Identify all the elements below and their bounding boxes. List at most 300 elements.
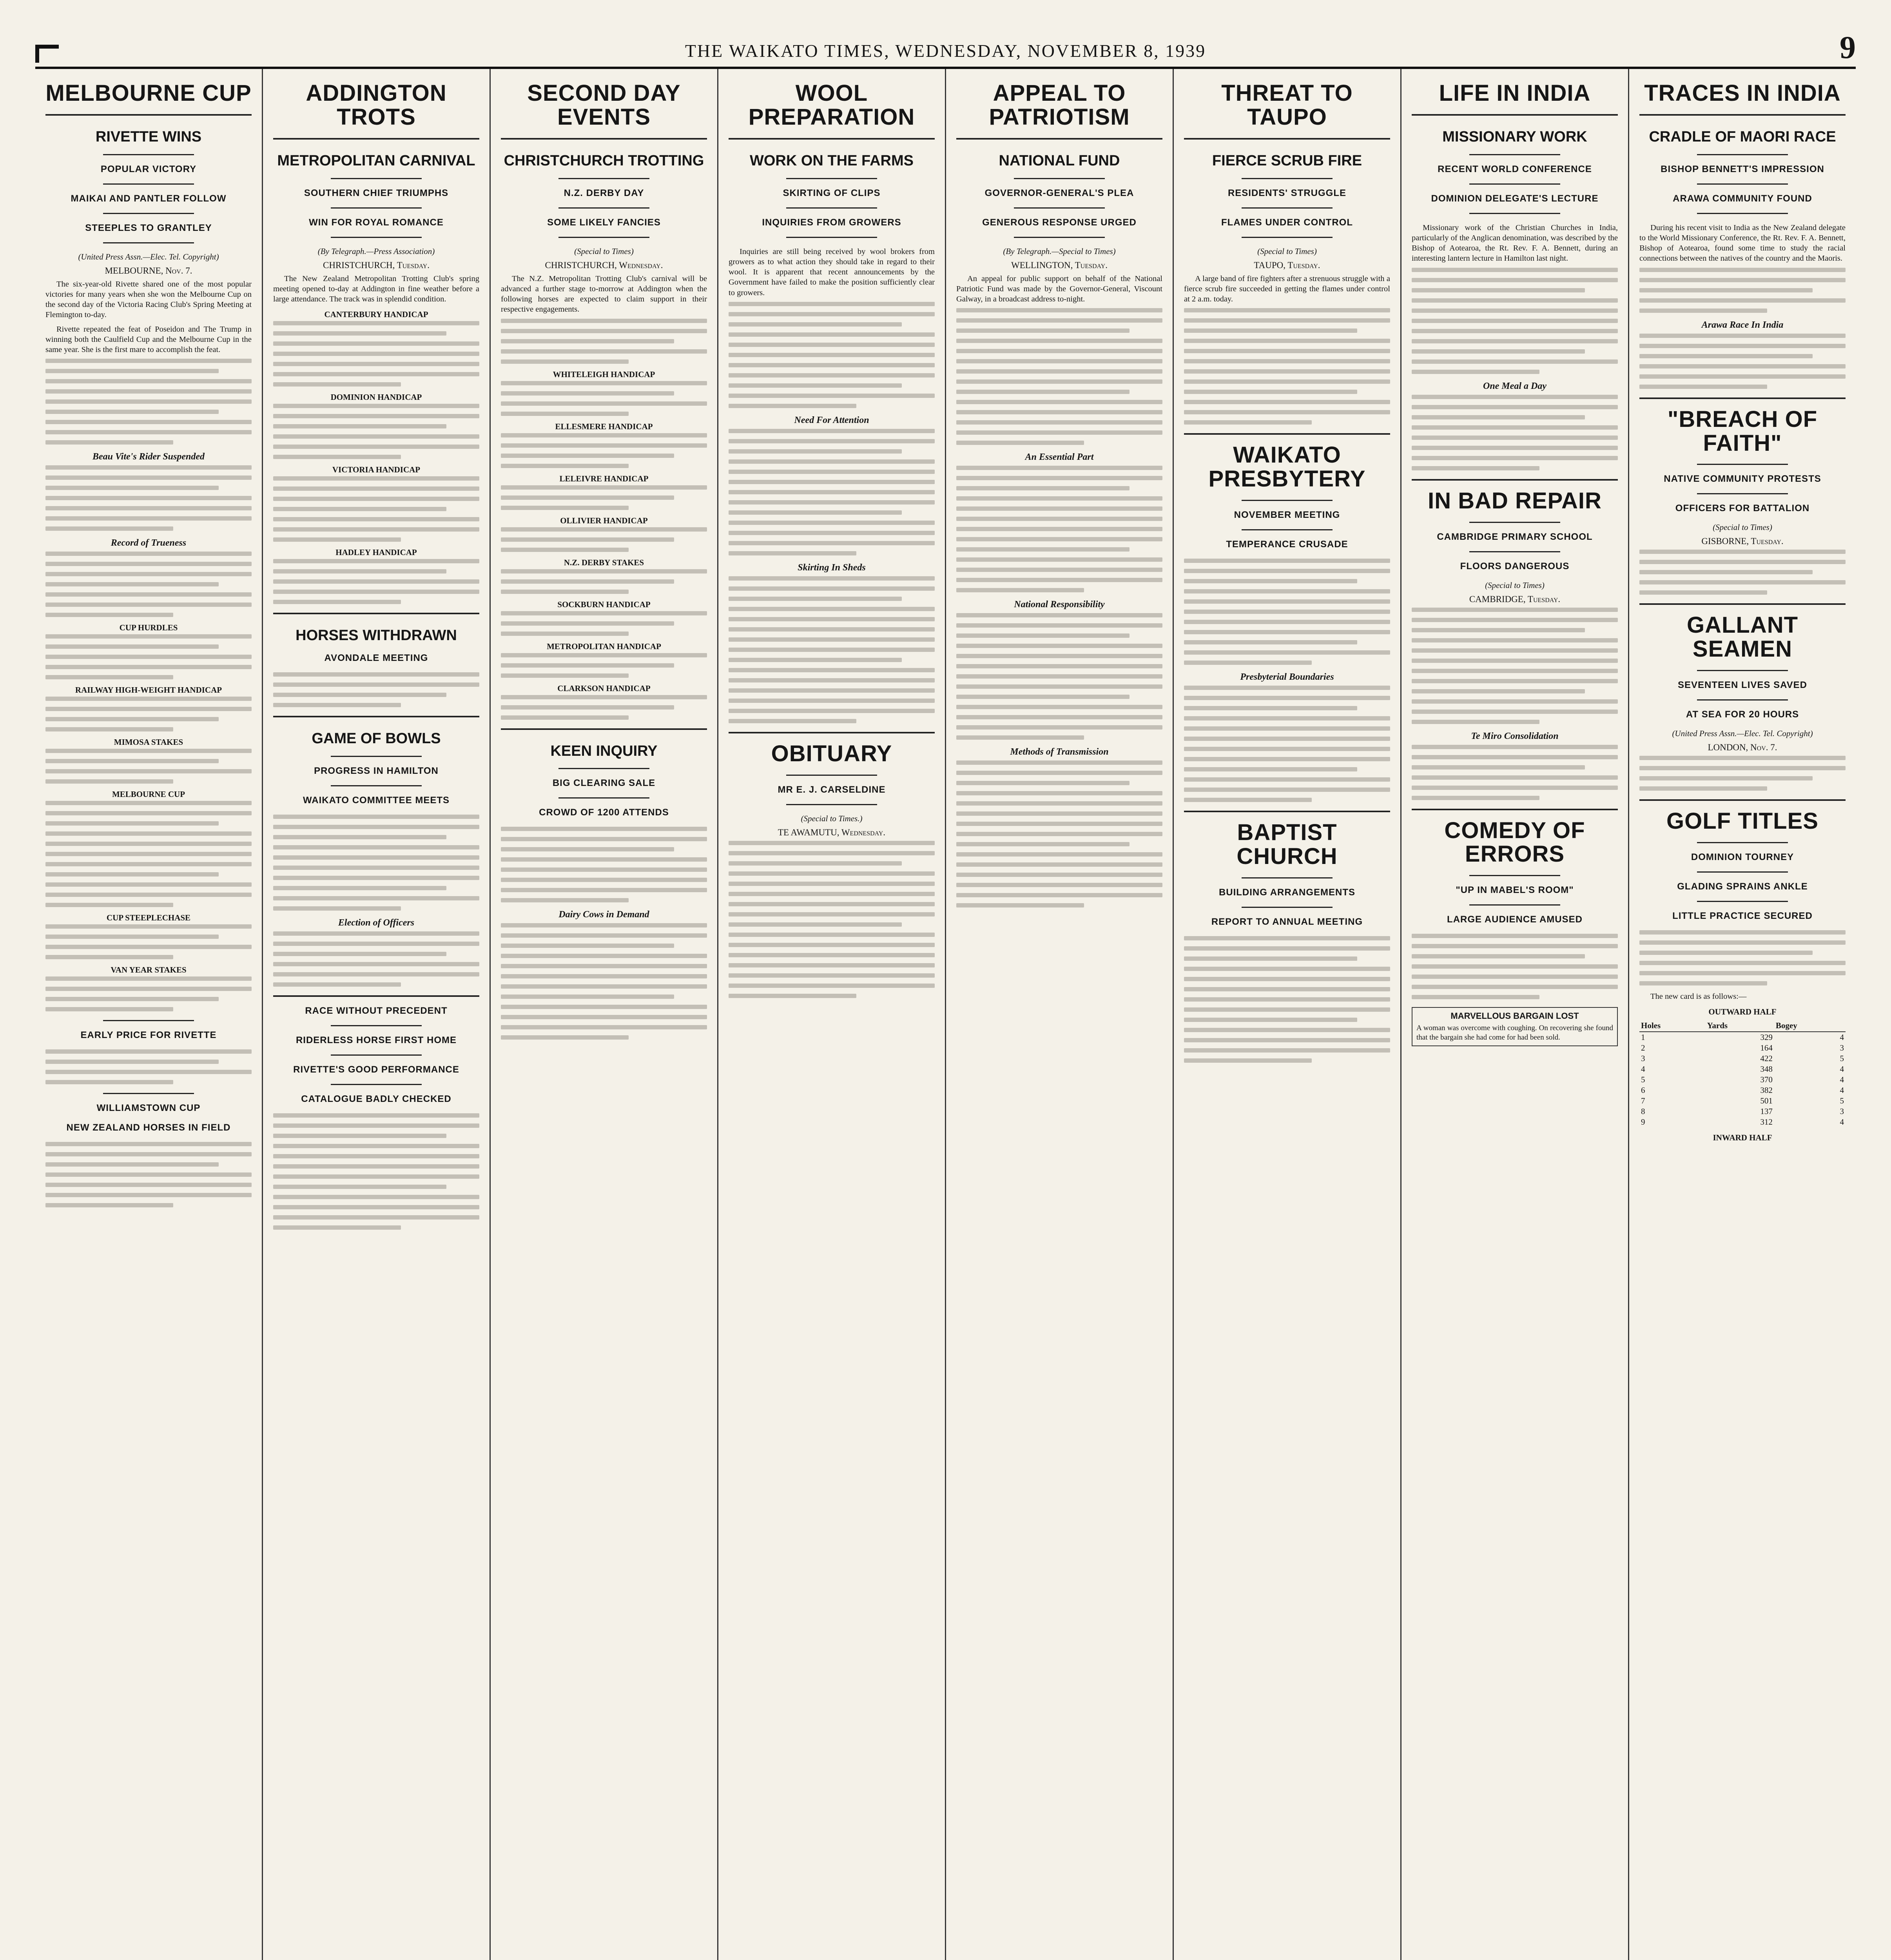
deck: REPORT TO ANNUAL MEETING bbox=[1211, 916, 1363, 927]
text-filler bbox=[273, 1113, 479, 1230]
deck: ARAWA COMMUNITY FOUND bbox=[1673, 193, 1812, 204]
headline: THREAT TO TAUPO bbox=[1221, 80, 1353, 130]
divider bbox=[1469, 551, 1560, 552]
sidehead: Arawa Race In India bbox=[1701, 319, 1784, 330]
subheadline: FIERCE SCRUB FIRE bbox=[1212, 152, 1362, 169]
text-filler bbox=[956, 466, 1162, 592]
article-paragraph: During his recent visit to India as the New Zealand delegate to the World Missionary Conference, the Rt. Rev. F. A. Bennett, Bishop of Aotearoa, found some time to study the racial connections between the natives of the country and the Maoris. bbox=[1639, 223, 1846, 263]
text-filler bbox=[1184, 686, 1390, 802]
text-filler bbox=[45, 359, 252, 445]
deck: NOVEMBER MEETING bbox=[1234, 510, 1340, 521]
credit-line: (Special to Times) bbox=[1257, 246, 1317, 256]
dateline: GISBORNE, Tuesday. bbox=[1701, 536, 1784, 546]
race-heading: VICTORIA HANDICAP bbox=[332, 465, 421, 475]
divider bbox=[1242, 178, 1332, 179]
subheadline: KEEN INQUIRY bbox=[550, 742, 658, 759]
deck: BUILDING ARRANGEMENTS bbox=[1218, 887, 1356, 898]
divider bbox=[1014, 207, 1104, 209]
sidehead: National Responsibility bbox=[1014, 599, 1105, 610]
deck: N.Z. DERBY DAY bbox=[564, 187, 644, 198]
advertisement-notice bbox=[1412, 1007, 1618, 1046]
divider bbox=[1242, 237, 1332, 238]
text-filler bbox=[273, 404, 479, 459]
race-heading: DOMINION HANDICAP bbox=[330, 392, 422, 402]
race-heading: OLLIVIER HANDICAP bbox=[560, 515, 648, 525]
divider bbox=[1242, 907, 1332, 908]
divider bbox=[1184, 433, 1390, 435]
deck: EARLY PRICE FOR RIVETTE bbox=[80, 1030, 217, 1041]
divider bbox=[786, 775, 877, 776]
deck: FLOORS DANGEROUS bbox=[1460, 561, 1570, 572]
score-card-body bbox=[1639, 1032, 1846, 1127]
text-filler bbox=[1184, 308, 1390, 425]
column-addington-trots bbox=[263, 69, 491, 1960]
card-heading: OUTWARD HALF bbox=[1708, 1007, 1777, 1017]
text-filler bbox=[45, 465, 252, 531]
table-cell: 3 bbox=[1840, 1107, 1844, 1116]
deck: SEVENTEEN LIVES SAVED bbox=[1678, 680, 1807, 691]
table-cell: 6 bbox=[1641, 1085, 1645, 1095]
text-filler bbox=[501, 381, 707, 416]
divider bbox=[273, 995, 479, 997]
race-heading: ELLESMERE HANDICAP bbox=[555, 421, 653, 431]
table-cell: 348 bbox=[1760, 1064, 1773, 1074]
text-filler bbox=[1412, 395, 1618, 470]
headline: COMEDY OF ERRORS bbox=[1444, 817, 1585, 867]
deck: AT SEA FOR 20 HOURS bbox=[1686, 709, 1799, 720]
deck: RIDERLESS HORSE FIRST HOME bbox=[296, 1034, 457, 1045]
subheadline: METROPOLITAN CARNIVAL bbox=[277, 152, 475, 169]
divider bbox=[729, 138, 935, 140]
deck: SOME LIKELY FANCIES bbox=[547, 217, 661, 228]
headline: BAPTIST CHURCH bbox=[1236, 820, 1338, 869]
divider bbox=[331, 237, 421, 238]
table-cell: 137 bbox=[1760, 1107, 1773, 1116]
credit-line: (Special to Times) bbox=[1713, 523, 1772, 532]
masthead bbox=[35, 16, 1856, 69]
deck: WAIKATO COMMITTEE MEETS bbox=[303, 795, 450, 806]
table-row bbox=[1639, 1043, 1846, 1053]
table-cell: 5 bbox=[1840, 1096, 1844, 1106]
column-wool-preparation bbox=[718, 69, 946, 1960]
divider bbox=[1639, 397, 1846, 399]
divider bbox=[1697, 670, 1788, 671]
deck: POPULAR VICTORY bbox=[100, 163, 197, 174]
deck: AVONDALE MEETING bbox=[324, 653, 428, 664]
sidehead: Te Miro Consolidation bbox=[1471, 731, 1559, 741]
text-filler bbox=[729, 576, 935, 723]
divider bbox=[1242, 207, 1332, 209]
table-cell: 4 bbox=[1840, 1033, 1844, 1042]
text-filler bbox=[1412, 608, 1618, 724]
race-heading: HADLEY HANDICAP bbox=[335, 548, 417, 557]
text-filler bbox=[956, 308, 1162, 445]
sidehead: One Meal a Day bbox=[1483, 381, 1547, 391]
text-filler bbox=[1184, 559, 1390, 665]
divider bbox=[1469, 875, 1560, 876]
divider bbox=[103, 213, 194, 214]
table-row bbox=[1639, 1096, 1846, 1106]
notice-text: A woman was overcome with coughing. On recovering she found that the bargain she had come for had been sold. bbox=[1416, 1024, 1613, 1042]
divider bbox=[1469, 154, 1560, 155]
deck: CROWD OF 1200 ATTENDS bbox=[539, 807, 669, 818]
divider bbox=[786, 237, 877, 238]
headline: OBITUARY bbox=[771, 740, 892, 766]
race-heading: MELBOURNE CUP bbox=[112, 789, 185, 799]
divider bbox=[1639, 603, 1846, 605]
text-filler bbox=[956, 613, 1162, 740]
deck: DOMINION DELEGATE'S LECTURE bbox=[1431, 193, 1599, 204]
table-cell: 3 bbox=[1840, 1043, 1844, 1053]
divider bbox=[1412, 479, 1618, 481]
divider bbox=[103, 1020, 194, 1021]
table-row bbox=[1639, 1074, 1846, 1085]
dateline: CHRISTCHURCH, Wednesday. bbox=[545, 260, 663, 270]
text-filler bbox=[729, 429, 935, 555]
text-filler bbox=[273, 476, 479, 542]
paper-title: THE WAIKATO TIMES, WEDNESDAY, NOVEMBER 8, 1939 bbox=[685, 41, 1206, 61]
table-cell: 2 bbox=[1641, 1043, 1645, 1053]
divider bbox=[331, 178, 421, 179]
text-filler bbox=[273, 672, 479, 707]
headline: WOOL PREPARATION bbox=[748, 80, 915, 130]
headline: GALLANT SEAMEN bbox=[1686, 612, 1799, 662]
credit-line: (By Telegraph.—Press Association) bbox=[317, 246, 435, 256]
race-heading: SOCKBURN HANDICAP bbox=[557, 599, 651, 609]
dateline: TAUPO, Tuesday. bbox=[1254, 260, 1320, 270]
sidehead: Record of Trueness bbox=[111, 538, 187, 548]
deck: LITTLE PRACTICE SECURED bbox=[1672, 911, 1813, 922]
deck: INQUIRIES FROM GROWERS bbox=[762, 217, 901, 228]
divider bbox=[1242, 529, 1332, 530]
text-filler bbox=[956, 760, 1162, 907]
divider bbox=[729, 732, 935, 733]
text-filler bbox=[1412, 745, 1618, 800]
table-cell: 382 bbox=[1760, 1085, 1773, 1095]
table-cell: 501 bbox=[1760, 1096, 1773, 1106]
credit-line: (Special to Times) bbox=[1485, 580, 1545, 590]
text-filler bbox=[1412, 934, 1618, 999]
divider bbox=[1412, 809, 1618, 810]
table-cell: 8 bbox=[1641, 1107, 1645, 1116]
race-heading: CUP HURDLES bbox=[119, 623, 178, 633]
headline: APPEAL TO PATRIOTISM bbox=[989, 80, 1130, 130]
deck: SKIRTING OF CLIPS bbox=[783, 187, 881, 198]
sidehead: An Essential Part bbox=[1025, 452, 1094, 463]
text-filler bbox=[45, 697, 252, 731]
column-header: Holes bbox=[1639, 1020, 1706, 1032]
corner-mark bbox=[35, 43, 114, 67]
divider bbox=[558, 237, 649, 238]
divider bbox=[331, 1025, 421, 1026]
text-filler bbox=[501, 827, 707, 902]
deck: GOVERNOR-GENERAL'S PLEA bbox=[984, 187, 1134, 198]
article-paragraph: An appeal for public support on behalf of the National Patriotic Fund was made by the Governor-General, Viscount Galway, in a broadcast address to-night. bbox=[956, 274, 1162, 304]
article-paragraph: Inquiries are still being received by wool brokers from growers as to what action they should take in regard to their wool. It is apparent that recent announcements by the Government have failed to make the position sufficiently clear to growers. bbox=[729, 247, 935, 297]
divider bbox=[331, 1084, 421, 1085]
race-heading: N.Z. DERBY STAKES bbox=[564, 557, 644, 567]
table-cell: 164 bbox=[1760, 1043, 1773, 1053]
divider bbox=[786, 804, 877, 805]
text-filler bbox=[1639, 334, 1846, 389]
divider bbox=[1469, 213, 1560, 214]
deck: SOUTHERN CHIEF TRIUMPHS bbox=[304, 187, 449, 198]
column-melbourne-cup bbox=[35, 69, 263, 1960]
divider bbox=[1469, 522, 1560, 523]
divider bbox=[273, 613, 479, 614]
table-cell: 3 bbox=[1641, 1054, 1645, 1063]
divider bbox=[786, 178, 877, 179]
table-row bbox=[1639, 1085, 1846, 1096]
divider bbox=[558, 797, 649, 799]
column-appeal-to-patriotism bbox=[946, 69, 1174, 1960]
race-heading: VAN YEAR STAKES bbox=[111, 965, 187, 975]
text-filler bbox=[1639, 550, 1846, 595]
deck: OFFICERS FOR BATTALION bbox=[1675, 503, 1810, 514]
card-intro: The new card is as follows:— bbox=[1650, 992, 1747, 1001]
deck: RIVETTE'S GOOD PERFORMANCE bbox=[293, 1064, 459, 1075]
deck: RECENT WORLD CONFERENCE bbox=[1438, 163, 1592, 174]
divider bbox=[1014, 237, 1104, 238]
text-filler bbox=[45, 801, 252, 907]
table-cell: 4 bbox=[1840, 1075, 1844, 1085]
sidehead: Presbyterial Boundaries bbox=[1240, 672, 1334, 682]
table-cell: 7 bbox=[1641, 1096, 1645, 1106]
race-heading: WHITELEIGH HANDICAP bbox=[553, 369, 655, 379]
divider bbox=[501, 728, 707, 730]
column-header: Bogey bbox=[1774, 1020, 1846, 1032]
table-cell: 1 bbox=[1641, 1033, 1645, 1042]
headline: ADDINGTON TROTS bbox=[306, 80, 447, 130]
race-heading: CANTERBURY HANDICAP bbox=[324, 310, 428, 319]
text-filler bbox=[501, 695, 707, 720]
deck: CAMBRIDGE PRIMARY SCHOOL bbox=[1437, 531, 1593, 542]
deck: FLAMES UNDER CONTROL bbox=[1221, 217, 1353, 228]
text-filler bbox=[273, 321, 479, 387]
deck: NATIVE COMMUNITY PROTESTS bbox=[1664, 474, 1821, 485]
text-filler bbox=[45, 1049, 252, 1084]
text-filler bbox=[729, 841, 935, 998]
table-cell: 329 bbox=[1760, 1033, 1773, 1042]
divider bbox=[1412, 114, 1618, 116]
deck: BIG CLEARING SALE bbox=[552, 778, 656, 789]
divider bbox=[558, 207, 649, 209]
column-header: Yards bbox=[1706, 1020, 1774, 1032]
deck: PROGRESS IN HAMILTON bbox=[314, 765, 439, 776]
deck: TEMPERANCE CRUSADE bbox=[1226, 539, 1348, 550]
article-paragraph: The six-year-old Rivette shared one of the most popular victories for many years when she won the Melbourne Cup on the second day of the Victoria Racing Club's Spring Meeting at Flemington to-day. bbox=[45, 279, 252, 319]
subheadline: CRADLE OF MAORI RACE bbox=[1649, 128, 1836, 145]
headline: "BREACH OF FAITH" bbox=[1667, 406, 1818, 456]
divider bbox=[956, 138, 1162, 140]
text-filler bbox=[45, 552, 252, 617]
dateline: TE AWAMUTU, Wednesday. bbox=[778, 827, 886, 837]
table-cell: 4 bbox=[1840, 1117, 1844, 1127]
text-filler bbox=[45, 1142, 252, 1207]
article-paragraph: The N.Z. Metropolitan Trotting Club's carnival will be advanced a further stage to-morrow at Addington when the following horses are expected to claim support in their respective engagements. bbox=[501, 274, 707, 314]
text-filler bbox=[1639, 930, 1846, 985]
dateline: MELBOURNE, Nov. 7. bbox=[105, 265, 192, 276]
column-second-day-events bbox=[491, 69, 718, 1960]
deck: NEW ZEALAND HORSES IN FIELD bbox=[66, 1122, 231, 1133]
deck: MR E. J. CARSELDINE bbox=[778, 784, 886, 795]
divider bbox=[1469, 904, 1560, 906]
dateline: CHRISTCHURCH, Tuesday. bbox=[323, 260, 430, 270]
divider bbox=[1697, 901, 1788, 902]
table-cell: 370 bbox=[1760, 1075, 1773, 1085]
divider bbox=[558, 178, 649, 179]
table-cell: 4 bbox=[1641, 1064, 1645, 1074]
divider bbox=[1697, 842, 1788, 843]
race-heading: MIMOSA STAKES bbox=[114, 737, 183, 747]
divider bbox=[273, 716, 479, 717]
deck: STEEPLES TO GRANTLEY bbox=[85, 222, 212, 233]
headline: LIFE IN INDIA bbox=[1439, 80, 1591, 106]
divider bbox=[331, 756, 421, 757]
headline: IN BAD REPAIR bbox=[1428, 488, 1602, 514]
subheadline: CHRISTCHURCH TROTTING bbox=[504, 152, 704, 169]
column-traces-in-india bbox=[1629, 69, 1856, 1960]
divider bbox=[103, 1093, 194, 1094]
table-cell: 422 bbox=[1760, 1054, 1773, 1063]
divider bbox=[558, 768, 649, 769]
text-filler bbox=[1412, 268, 1618, 374]
race-heading: CUP STEEPLECHASE bbox=[106, 913, 191, 923]
text-filler bbox=[45, 634, 252, 679]
divider bbox=[1014, 178, 1104, 179]
text-filler bbox=[501, 433, 707, 468]
text-filler bbox=[273, 815, 479, 911]
race-heading: RAILWAY HIGH-WEIGHT HANDICAP bbox=[75, 685, 222, 695]
deck: DOMINION TOURNEY bbox=[1691, 852, 1794, 863]
credit-line: (Special to Times) bbox=[574, 246, 634, 256]
text-filler bbox=[501, 569, 707, 594]
article-paragraph: Missionary work of the Christian Churches in India, particularly of the Anglican denomination, was described by the Bishop of Aotearoa, the Rt. Rev. F. A. Bennett, during an interesting lantern lecture in Hamilton last night. bbox=[1412, 223, 1618, 263]
divider bbox=[1697, 699, 1788, 701]
text-filler bbox=[501, 319, 707, 364]
article-paragraph: A large band of fire fighters after a strenuous struggle with a fierce scrub fire succeeded in getting the flames under control at 2 a.m. today. bbox=[1184, 274, 1390, 304]
table-row bbox=[1639, 1106, 1846, 1117]
divider bbox=[1697, 154, 1788, 155]
deck: GENEROUS RESPONSE URGED bbox=[982, 217, 1137, 228]
divider bbox=[1697, 183, 1788, 185]
text-filler bbox=[1639, 756, 1846, 791]
columns bbox=[35, 69, 1856, 1960]
divider bbox=[103, 242, 194, 243]
subheadline: MISSIONARY WORK bbox=[1442, 128, 1587, 145]
divider bbox=[1469, 183, 1560, 185]
divider bbox=[1242, 500, 1332, 501]
card-heading: INWARD HALF bbox=[1713, 1133, 1772, 1143]
dateline: LONDON, Nov. 7. bbox=[1708, 742, 1777, 753]
divider bbox=[273, 138, 479, 140]
subheadline: HORSES WITHDRAWN bbox=[296, 627, 457, 644]
deck: "UP IN MABEL'S ROOM" bbox=[1456, 885, 1574, 896]
subheadline: NATIONAL FUND bbox=[999, 152, 1120, 169]
deck: MAIKAI AND PANTLER FOLLOW bbox=[71, 193, 227, 204]
table-row bbox=[1639, 1032, 1846, 1043]
headline: TRACES IN INDIA bbox=[1644, 80, 1841, 106]
table-cell: 4 bbox=[1840, 1085, 1844, 1095]
table-row bbox=[1639, 1117, 1846, 1127]
subheadline: WORK ON THE FARMS bbox=[750, 152, 914, 169]
divider bbox=[1697, 871, 1788, 873]
deck: LARGE AUDIENCE AMUSED bbox=[1447, 914, 1583, 925]
race-heading: METROPOLITAN HANDICAP bbox=[547, 641, 661, 651]
credit-line: (By Telegraph.—Special to Times) bbox=[1003, 246, 1116, 256]
race-heading: LELEIVRE HANDICAP bbox=[559, 474, 649, 483]
table-cell: 4 bbox=[1840, 1064, 1844, 1074]
divider bbox=[103, 154, 194, 155]
table-cell: 5 bbox=[1641, 1075, 1645, 1085]
sidehead: Dairy Cows in Demand bbox=[558, 909, 649, 920]
text-filler bbox=[45, 976, 252, 1011]
article-paragraph: Rivette repeated the feat of Poseidon and The Trump in winning both the Caulfield Cup and the Melbourne Cup in the same year. She is the first mare to accomplish the feat. bbox=[45, 325, 252, 354]
divider bbox=[331, 785, 421, 786]
headline: GOLF TITLES bbox=[1666, 808, 1818, 834]
text-filler bbox=[1639, 268, 1846, 313]
dateline: CAMBRIDGE, Tuesday. bbox=[1469, 594, 1561, 604]
deck: RESIDENTS' STRUGGLE bbox=[1227, 187, 1347, 198]
divider bbox=[1697, 213, 1788, 214]
article-paragraph: The New Zealand Metropolitan Trotting Club's spring meeting opened to-day at Addington in fine weather before a large attendance. The track was in splendid condition. bbox=[273, 274, 479, 304]
column-life-in-india bbox=[1401, 69, 1629, 1960]
deck: BISHOP BENNETT'S IMPRESSION bbox=[1661, 163, 1824, 174]
divider bbox=[331, 207, 421, 209]
divider bbox=[1639, 114, 1846, 116]
deck: WIN FOR ROYAL ROMANCE bbox=[309, 217, 444, 228]
divider bbox=[103, 183, 194, 185]
table-row bbox=[1639, 1064, 1846, 1074]
text-filler bbox=[45, 924, 252, 959]
deck: GLADING SPRAINS ANKLE bbox=[1677, 881, 1808, 892]
divider bbox=[1697, 493, 1788, 494]
text-filler bbox=[45, 749, 252, 784]
credit-line: (Special to Times.) bbox=[801, 813, 863, 823]
divider bbox=[1184, 138, 1390, 140]
text-filler bbox=[501, 653, 707, 678]
page-number: 9 bbox=[1840, 29, 1856, 65]
divider bbox=[1242, 877, 1332, 878]
subheadline: RIVETTE WINS bbox=[95, 128, 202, 145]
credit-line: (United Press Assn.—Elec. Tel. Copyright) bbox=[78, 252, 219, 261]
divider bbox=[1184, 811, 1390, 812]
table-header-row bbox=[1639, 1020, 1846, 1032]
text-filler bbox=[273, 559, 479, 604]
deck: CATALOGUE BADLY CHECKED bbox=[301, 1093, 451, 1104]
score-card-table bbox=[1639, 1020, 1846, 1127]
text-filler bbox=[501, 611, 707, 636]
divider bbox=[331, 1054, 421, 1056]
sidehead: Methods of Transmission bbox=[1010, 747, 1109, 757]
sidehead: Skirting In Sheds bbox=[798, 562, 866, 573]
notice-title: MARVELLOUS BARGAIN LOST bbox=[1450, 1011, 1579, 1021]
divider bbox=[786, 207, 877, 209]
dateline: WELLINGTON, Tuesday. bbox=[1011, 260, 1108, 270]
credit-line: (United Press Assn.—Elec. Tel. Copyright) bbox=[1672, 729, 1813, 739]
sidehead: Election of Officers bbox=[338, 917, 415, 928]
divider bbox=[1639, 799, 1846, 801]
table-cell: 312 bbox=[1760, 1117, 1773, 1127]
sidehead: Need For Attention bbox=[794, 415, 869, 425]
headline: SECOND DAY EVENTS bbox=[527, 80, 681, 130]
deck: WILLIAMSTOWN CUP bbox=[96, 1103, 201, 1114]
text-filler bbox=[729, 302, 935, 408]
race-heading: CLARKSON HANDICAP bbox=[557, 683, 651, 693]
sidehead: Beau Vite's Rider Suspended bbox=[92, 452, 205, 462]
text-filler bbox=[501, 485, 707, 510]
text-filler bbox=[273, 931, 479, 987]
